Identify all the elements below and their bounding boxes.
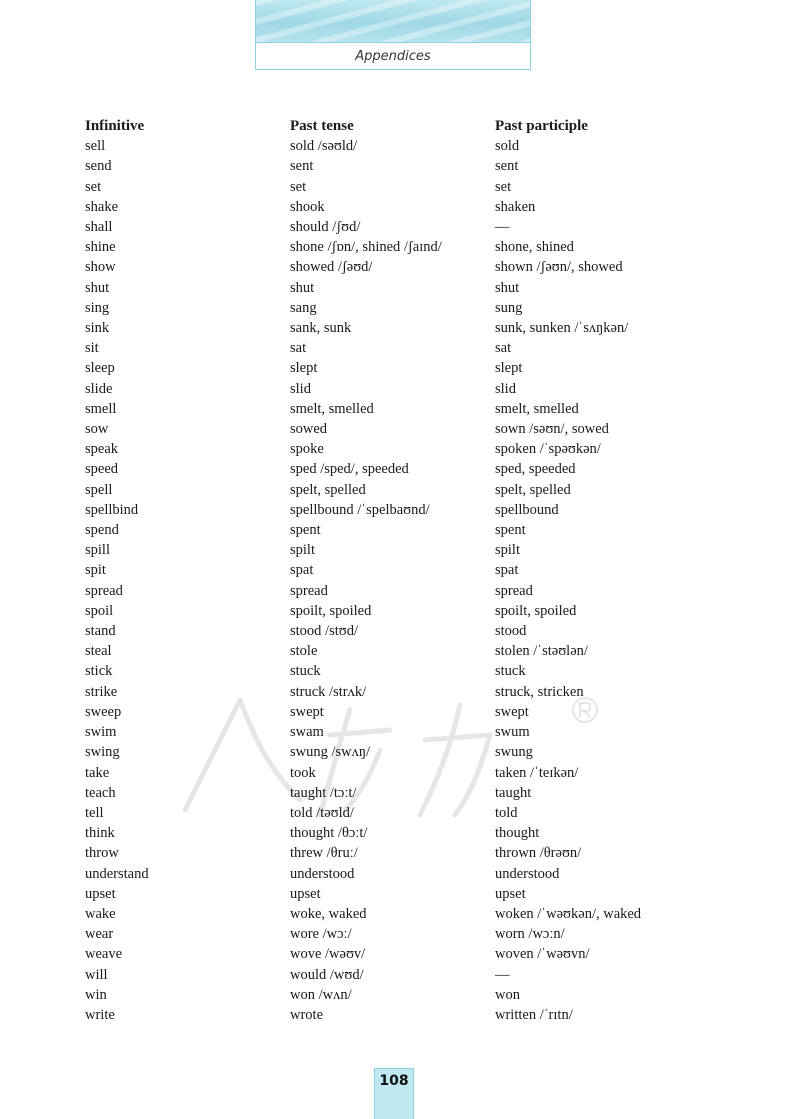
infinitive-cell: wear [85,926,114,943]
past-tense-cell: spelt, spelled [290,481,366,498]
table-row [85,803,695,823]
column-header-past-participle: Past participle [495,118,588,134]
past-tense-cell: would /wʊd/ [290,966,364,983]
table-row [85,621,695,641]
past-tense-cell: upset [290,885,321,902]
infinitive-cell: understand [85,865,149,882]
table-row [85,682,695,702]
infinitive-cell: spoil [85,602,114,619]
infinitive-cell: strike [85,683,118,700]
table-row [85,419,695,439]
past-tense-cell: spilt [290,542,315,559]
past-tense-cell: sowed [290,421,328,438]
table-row [85,177,695,197]
table-row [85,358,695,378]
past-tense-cell: woke, waked [290,905,367,922]
past-participle-cell: stuck [495,663,526,680]
past-participle-cell: thought [495,825,540,842]
past-tense-cell: should /ʃʊd/ [290,219,361,236]
table-row [85,742,695,762]
past-participle-cell: stood [495,623,527,640]
infinitive-cell: speed [85,461,119,478]
past-participle-cell: told [495,804,518,821]
past-tense-cell: sold /səʊld/ [290,138,358,155]
infinitive-cell: steal [85,643,112,660]
past-participle-cell: sped, speeded [495,461,576,478]
past-tense-cell: shook [290,198,325,215]
past-participle-cell: sown /səʊn/, sowed [495,421,609,438]
infinitive-cell: shake [85,198,119,215]
past-tense-cell: spoilt, spoiled [290,602,372,619]
table-row [85,156,695,176]
past-participle-cell: shut [495,279,520,296]
past-tense-cell: wrote [290,1006,324,1023]
past-participle-cell: slept [495,360,523,377]
table-row [85,237,695,257]
infinitive-cell: speak [85,441,119,458]
past-participle-cell: sent [495,158,519,175]
infinitive-cell: spell [85,481,113,498]
infinitive-cell: sweep [85,703,122,720]
past-tense-cell: smelt, smelled [290,400,374,417]
infinitive-cell: send [85,158,112,175]
past-tense-cell: wore /wɔː/ [290,926,352,943]
table-row [85,823,695,843]
past-tense-cell: shone /ʃɒn/, shined /ʃaɪnd/ [290,239,442,256]
table-row [85,601,695,621]
infinitive-cell: swim [85,724,117,741]
table-row [85,298,695,318]
table-row [85,641,695,661]
infinitive-cell: sink [85,320,110,337]
past-tense-cell: spent [290,522,321,539]
table-row [85,702,695,722]
column-header-past-tense: Past tense [290,118,354,134]
infinitive-cell: spellbind [85,501,139,518]
table-row [85,338,695,358]
past-tense-cell: stole [290,643,318,660]
past-participle-cell: woven /ˈwəʊvn/ [495,946,590,963]
table-row [85,864,695,884]
past-tense-cell: spoke [290,441,324,458]
infinitive-cell: sleep [85,360,115,377]
past-participle-cell: stolen /ˈstəʊlən/ [495,643,588,660]
past-tense-cell: taught /tɔːt/ [290,784,357,801]
past-participle-cell: sold [495,138,520,155]
past-participle-cell: — [495,966,510,983]
past-tense-cell: sat [290,340,307,357]
infinitive-cell: sit [85,340,99,357]
table-row [85,257,695,277]
past-tense-cell: spellbound /ˈspelbaʊnd/ [290,501,430,518]
past-participle-cell: sat [495,340,512,357]
past-participle-cell: sung [495,299,523,316]
infinitive-cell: sing [85,299,110,316]
table-row [85,884,695,904]
past-participle-cell: upset [495,885,526,902]
past-tense-cell: sped /sped/, speeded [290,461,409,478]
past-participle-cell: slid [495,380,516,397]
past-tense-cell: slid [290,380,311,397]
past-participle-cell: spoken /ˈspəʊkən/ [495,441,601,458]
past-tense-cell: spread [290,582,328,599]
table-row [85,783,695,803]
section-header-tab [255,0,531,70]
table-row [85,459,695,479]
table-row [85,843,695,863]
infinitive-cell: wake [85,905,116,922]
past-participle-cell: spilt [495,542,520,559]
past-participle-cell: shone, shined [495,239,574,256]
past-participle-cell: taught [495,784,532,801]
past-participle-cell: woken /ˈwəʊkən/, waked [495,905,642,922]
table-header [85,116,695,136]
table-row [85,763,695,783]
infinitive-cell: teach [85,784,116,801]
past-participle-cell: swept [495,703,529,720]
table-body [85,136,695,1025]
past-participle-cell: spread [495,582,533,599]
past-tense-cell: showed /ʃəʊd/ [290,259,373,276]
past-tense-cell: swept [290,703,324,720]
table-row [85,722,695,742]
infinitive-cell: upset [85,885,116,902]
past-tense-cell: told /təʊld/ [290,804,354,821]
infinitive-cell: tell [85,804,104,821]
table-header-row [85,116,695,136]
table-row [85,379,695,399]
past-tense-cell: spat [290,562,314,579]
past-participle-cell: thrown /θrəʊn/ [495,845,582,862]
infinitive-cell: sell [85,138,106,155]
decorative-water-band [256,0,530,43]
table-row [85,520,695,540]
infinitive-cell: sow [85,421,109,438]
irregular-verbs-table [85,116,695,1025]
past-participle-cell: swung [495,744,533,761]
past-participle-cell: sunk, sunken /ˈsʌŋkən/ [495,320,629,337]
infinitive-cell: spit [85,562,106,579]
past-tense-cell: swung /swʌŋ/ [290,744,371,761]
table-row [85,197,695,217]
past-participle-cell: taken /ˈteɪkən/ [495,764,579,781]
past-participle-cell: written /ˈrɪtn/ [495,1006,573,1023]
infinitive-cell: take [85,764,110,781]
past-tense-cell: set [290,178,307,195]
column-header-infinitive: Infinitive [85,118,145,134]
infinitive-cell: throw [85,845,119,862]
past-participle-cell: swum [495,724,530,741]
table-row [85,500,695,520]
section-title: Appendices [355,49,431,64]
table-row [85,318,695,338]
past-tense-cell: sent [290,158,314,175]
table-row [85,904,695,924]
past-tense-cell: stood /stʊd/ [290,623,358,640]
table-row [85,540,695,560]
infinitive-cell: shut [85,279,110,296]
past-participle-cell: spat [495,562,519,579]
table-row [85,217,695,237]
infinitive-cell: weave [85,946,123,963]
infinitive-cell: spread [85,582,123,599]
table-row [85,944,695,964]
past-participle-cell: shaken [495,198,536,215]
table-row [85,439,695,459]
infinitive-cell: win [85,986,107,1003]
table-row [85,278,695,298]
infinitive-cell: write [85,1006,115,1023]
past-participle-cell: smelt, smelled [495,400,579,417]
infinitive-cell: spend [85,522,119,539]
past-participle-cell: shown /ʃəʊn/, showed [495,259,623,276]
past-participle-cell: — [495,219,510,236]
past-participle-cell: worn /wɔːn/ [495,926,565,943]
past-tense-cell: struck /strʌk/ [290,683,367,700]
past-tense-cell: shut [290,279,315,296]
past-tense-cell: stuck [290,663,321,680]
past-participle-cell: set [495,178,512,195]
page-number-tab [374,1068,414,1119]
past-tense-cell: thought /θɔːt/ [290,825,368,842]
past-tense-cell: took [290,764,316,781]
past-participle-cell: spelt, spelled [495,481,571,498]
table-row [85,985,695,1005]
past-tense-cell: wove /wəʊv/ [290,946,366,963]
table-row [85,1005,695,1025]
table-row [85,661,695,681]
infinitive-cell: think [85,825,115,842]
past-participle-cell: struck, stricken [495,683,584,700]
infinitive-cell: shine [85,239,116,256]
infinitive-cell: spill [85,542,110,559]
past-tense-cell: swam [290,724,324,741]
infinitive-cell: set [85,178,102,195]
page-number: 108 [379,1073,409,1089]
past-tense-cell: slept [290,360,318,377]
table-row [85,560,695,580]
past-tense-cell: sank, sunk [290,320,352,337]
infinitive-cell: stand [85,623,116,640]
past-tense-cell: won /wʌn/ [290,986,352,1003]
table-row [85,581,695,601]
past-participle-cell: spoilt, spoiled [495,602,577,619]
table-row [85,399,695,419]
past-tense-cell: understood [290,865,355,882]
table-row [85,480,695,500]
infinitive-cell: smell [85,400,117,417]
infinitive-cell: shall [85,219,113,236]
past-participle-cell: understood [495,865,560,882]
table-row [85,924,695,944]
past-tense-cell: sang [290,299,317,316]
past-participle-cell: won [495,986,520,1003]
infinitive-cell: swing [85,744,120,761]
infinitive-cell: show [85,259,116,276]
past-participle-cell: spellbound [495,501,559,518]
infinitive-cell: slide [85,380,113,397]
past-participle-cell: spent [495,522,526,539]
table-row [85,965,695,985]
table-row [85,136,695,156]
past-tense-cell: threw /θruː/ [290,845,358,862]
infinitive-cell: stick [85,663,113,680]
infinitive-cell: will [85,966,108,983]
